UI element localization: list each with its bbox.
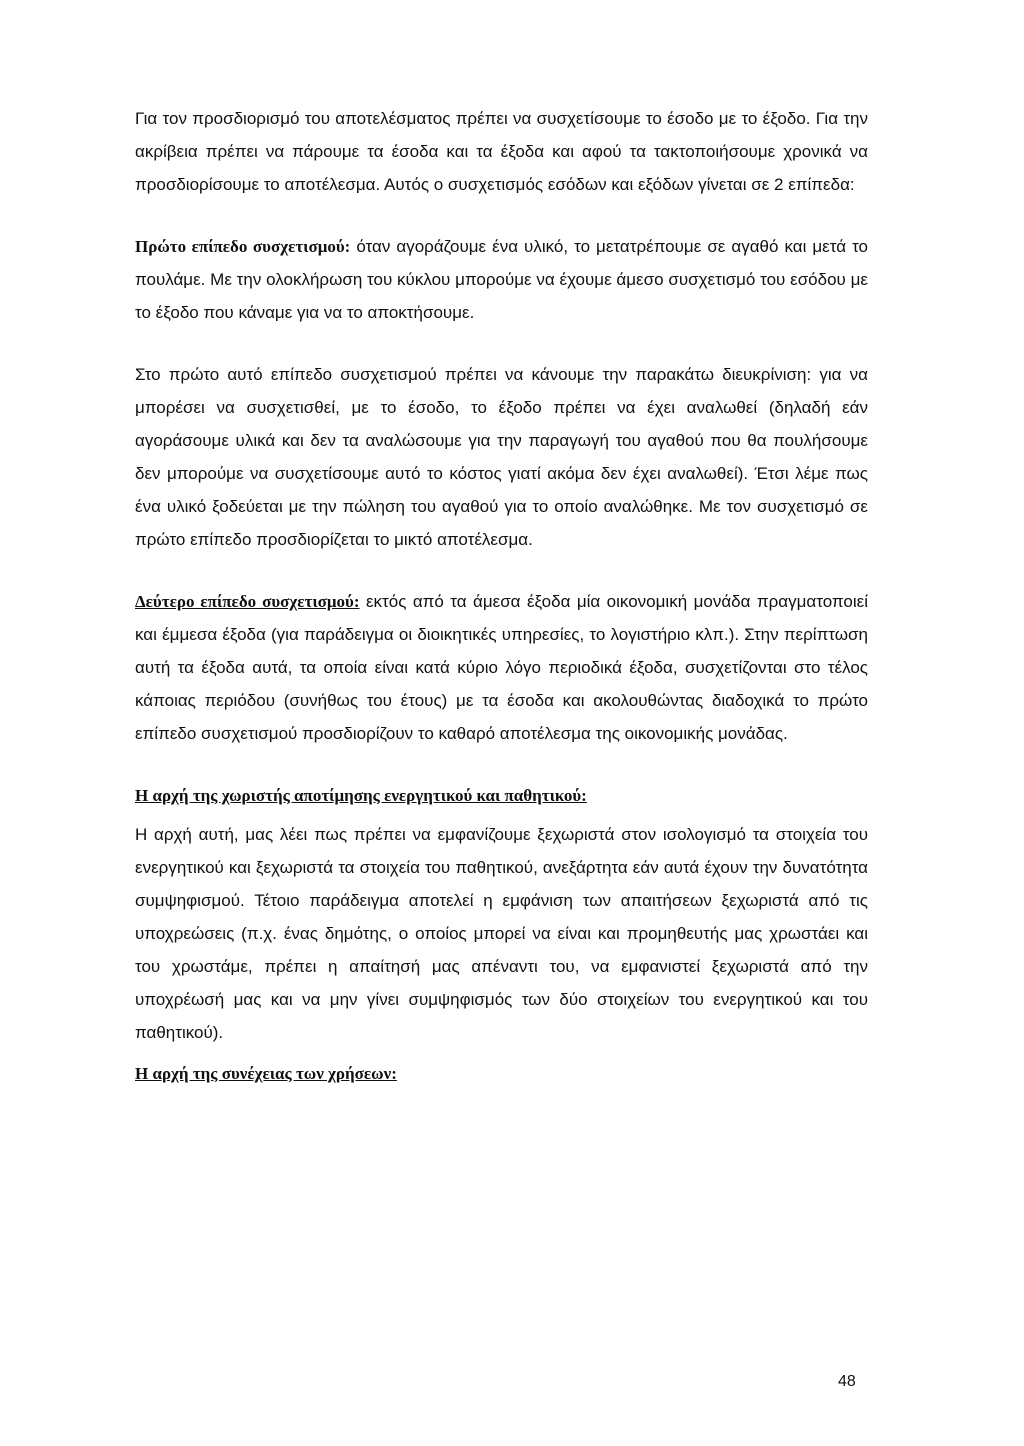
intro-paragraph: Για τον προσδιορισμό του αποτελέσματος πρέπει να συσχετίσουμε το έσοδο με το έξοδο. Για την ακρίβεια πρέπει να πάρουμε τα έσοδα και τα έξοδα και αφού τα τακτοποιήσουμε χρονικά να προσδιορίσουμε το αποτέλεσμα. Αυτός ο συσχετισμός εσόδων και εξόδων γίνεται σε 2 επίπεδα: bbox=[135, 109, 868, 194]
page-number: 48 bbox=[838, 1373, 856, 1390]
second-level-label: Δεύτερο επίπεδο συσχετισμού: bbox=[135, 592, 360, 611]
clarification-paragraph: Στο πρώτο αυτό επίπεδο συσχετισμού πρέπει να κάνουμε την παρακάτω διευκρίνιση: για να μπορέσει να συσχετισθεί, με το έσοδο, το έξοδο πρέπει να έχει αναλωθεί (δηλαδή εάν αγοράσουμε υλικά και δεν τα αναλώσουμε για την παραγωγή του αγαθού που θα πουλήσουμε δεν μπορούμε να συσχετίσουμε αυτό το κόστος γιατί ακόμα δεν έχει αναλωθεί). Έτσι λέμε πως ένα υλικό ξοδεύεται με την πώληση του αγαθού για το οποίο αναλώθηκε. Με τον συσχετισμό σε πρώτο επίπεδο προσδιορίζεται το μικτό αποτέλεσμα. bbox=[135, 365, 868, 549]
second-level-text: εκτός από τα άμεσα έξοδα μία οικονομική μονάδα πραγματοποιεί και έμμεσα έξοδα (για παράδειγμα οι διοικητικές υπηρεσίες, το λογιστήριο κλπ.). Στην περίπτωση αυτή τα έξοδα αυτά, τα οποία είναι κατά κύριο λόγο περιοδικά έξοδα, συσχετίζονται στο τέλος κάποιας περιόδου (συνήθως του έτους) με τα έσοδα και ακολουθώντας διαδοχικά το πρώτο επίπεδο συσχετισμού προσδιορίζουν το καθαρό αποτέλεσμα της οικονομικής μονάδας. bbox=[135, 592, 868, 743]
separate-valuation-paragraph: Η αρχή αυτή, μας λέει πως πρέπει να εμφανίζουμε ξεχωριστά στον ισολογισμό τα στοιχεία του ενεργητικού και ξεχωριστά τα στοιχεία του παθητικού, ανεξάρτητα εάν αυτά έχουν την δυνατότητα συμψηφισμού. Τέτοιο παράδειγμα αποτελεί η εμφάνιση των απαιτήσεων ξεχωριστά από τις υποχρεώσεις (π.χ. ένας δημότης, ο οποίος μπορεί να είναι και προμηθευτής μας χρωστάει και του χρωστάμε, πρέπει η απαίτησή μας απέναντι του, να εμφανιστεί ξεχωριστά από την υποχρέωσή μας και να μην γίνει συμψηφισμός των δύο στοιχείων του ενεργητικού και του παθητικού). bbox=[135, 825, 868, 1042]
second-level-paragraph bbox=[135, 585, 868, 750]
first-level-label: Πρώτο επίπεδο συσχετισμού: bbox=[135, 237, 351, 256]
section-heading-continuity: Η αρχή της συνέχειας των χρήσεων: bbox=[135, 1064, 397, 1083]
document-page bbox=[135, 102, 868, 1090]
first-level-text: όταν αγοράζουμε ένα υλικό, το μετατρέπουμε σε αγαθό και μετά το πουλάμε. Με την ολοκλήρωση του κύκλου μπορούμε να έχουμε άμεσο συσχετισμό του εσόδου με το έξοδο που κάναμε για να το αποκτήσουμε. bbox=[135, 237, 868, 322]
section-heading-separate-valuation: Η αρχή της χωριστής αποτίμησης ενεργητικού και παθητικού: bbox=[135, 786, 587, 805]
first-level-paragraph bbox=[135, 230, 868, 329]
